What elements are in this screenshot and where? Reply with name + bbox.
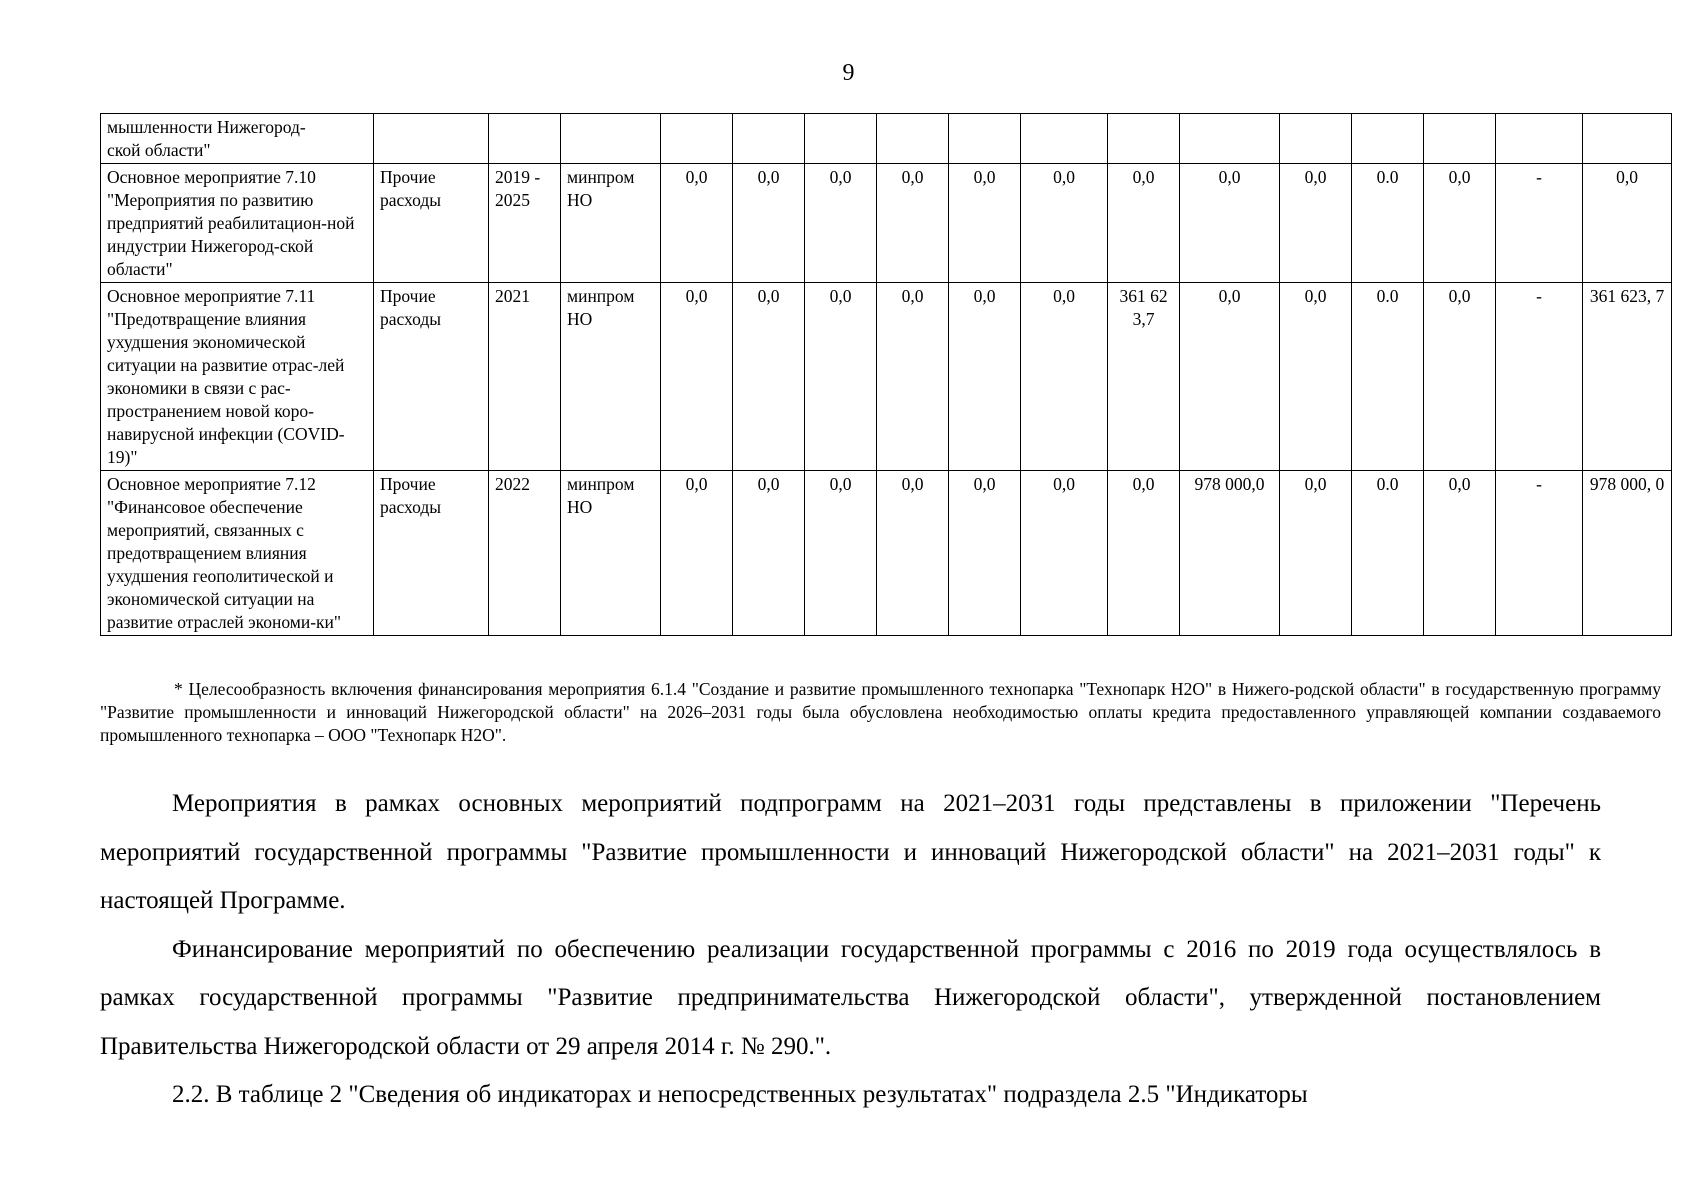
amount-cell xyxy=(1496,114,1583,164)
table-body xyxy=(101,114,1672,636)
activity-attr-cell: 2021 xyxy=(489,283,561,471)
amount-cell: 0,0 xyxy=(1424,471,1496,636)
activity-name-cell: Основное мероприятие 7.11 "Предотвращение влияния ухудшения экономической ситуации на развитие отрас-лей экономики в связи с рас-пространением новой коро-навирусной инфекции (COVID-19)" xyxy=(101,283,374,471)
amount-cell: 0.0 xyxy=(1352,283,1424,471)
amount-cell: 0,0 xyxy=(733,164,805,283)
amount-cell: 0,0 xyxy=(1180,283,1280,471)
amount-cell xyxy=(1108,114,1180,164)
activity-attr-cell: минпром НО xyxy=(561,164,661,283)
amount-cell xyxy=(949,114,1021,164)
amount-cell xyxy=(733,114,805,164)
activity-attr-cell xyxy=(489,114,561,164)
body-text xyxy=(100,780,1601,1120)
amount-cell: 978 000,0 xyxy=(1180,471,1280,636)
activities-table-container xyxy=(100,113,1665,636)
amount-cell: 0,0 xyxy=(1280,471,1352,636)
activity-attr-cell xyxy=(561,114,661,164)
activity-name-cell: Основное мероприятие 7.10 "Мероприятия по развитию предприятий реабилитацион-ной индустрии Нижегород-ской области" xyxy=(101,164,374,283)
amount-cell xyxy=(877,114,949,164)
table-row xyxy=(101,164,1672,283)
amount-cell: 0,0 xyxy=(1108,164,1180,283)
activity-attr-cell: Прочие расходы xyxy=(374,471,489,636)
activity-name-cell: Основное мероприятие 7.12 "Финансовое обеспечение мероприятий, связанных с предотвращением влияния ухудшения геополитической и экономической ситуации на развитие отраслей экономи-ки" xyxy=(101,471,374,636)
amount-cell: 0,0 xyxy=(661,283,733,471)
amount-cell xyxy=(1352,114,1424,164)
amount-cell: 0,0 xyxy=(805,283,877,471)
amount-cell: 0,0 xyxy=(661,471,733,636)
activities-table xyxy=(100,113,1672,636)
amount-cell: - xyxy=(1496,471,1583,636)
activity-attr-cell: минпром НО xyxy=(561,283,661,471)
paragraph: Финансирование мероприятий по обеспечению реализации государственной программы с 2016 по 2019 года осуществлялось в рамках государственной программы "Развитие предпринимательства Нижегородской области", утвержденной постановлением Правительства Нижегородской области от 29 апреля 2014 г. № 290.". xyxy=(100,935,1601,1060)
amount-cell: - xyxy=(1496,164,1583,283)
amount-cell: 0.0 xyxy=(1352,471,1424,636)
activity-attr-cell: Прочие расходы xyxy=(374,164,489,283)
amount-cell: 0,0 xyxy=(949,164,1021,283)
activity-attr-cell: Прочие расходы xyxy=(374,283,489,471)
amount-cell xyxy=(1424,114,1496,164)
table-row xyxy=(101,283,1672,471)
amount-cell: 0,0 xyxy=(1021,283,1108,471)
amount-cell: 0,0 xyxy=(805,164,877,283)
table-row xyxy=(101,471,1672,636)
activity-attr-cell: 2022 xyxy=(489,471,561,636)
amount-cell: 0,0 xyxy=(949,471,1021,636)
amount-cell: 0,0 xyxy=(1280,283,1352,471)
amount-cell xyxy=(1021,114,1108,164)
amount-cell: 0,0 xyxy=(949,283,1021,471)
amount-cell: 361 623, 7 xyxy=(1583,283,1672,471)
amount-cell: 978 000, 0 xyxy=(1583,471,1672,636)
amount-cell xyxy=(1583,114,1672,164)
amount-cell: 0,0 xyxy=(1424,164,1496,283)
footnote xyxy=(100,678,1661,747)
page-number: 9 xyxy=(842,60,855,86)
footnote-text: * Целесообразность включения финансирования мероприятия 6.1.4 "Создание и развитие промышленного технопарка "Технопарк Н2О" в Нижего-родской области" в государственную программу "Развитие промышленности и инноваций Нижегородской области" на 2026–2031 годы была обусловлена необходимостью оплаты кредита предоставленного управляющей компании создаваемого промышленного технопарка – ООО "Технопарк Н2О". xyxy=(100,679,1661,745)
paragraph: 2.2. В таблице 2 "Сведения об индикаторах и непосредственных результатах" подраздела 2.5 "Индикаторы xyxy=(172,1081,1308,1108)
amount-cell xyxy=(661,114,733,164)
amount-cell xyxy=(1180,114,1280,164)
amount-cell xyxy=(1280,114,1352,164)
amount-cell: 361 62 3,7 xyxy=(1108,283,1180,471)
amount-cell: 0,0 xyxy=(805,471,877,636)
amount-cell: 0,0 xyxy=(1021,164,1108,283)
amount-cell: 0,0 xyxy=(877,283,949,471)
paragraph: Мероприятия в рамках основных мероприятий подпрограмм на 2021–2031 годы представлены в приложении "Перечень мероприятий государственной программы "Развитие промышленности и инноваций Нижегородской области" на 2021–2031 годы" к настоящей Программе. xyxy=(100,790,1601,914)
amount-cell: 0,0 xyxy=(1180,164,1280,283)
amount-cell: 0,0 xyxy=(733,471,805,636)
amount-cell: 0,0 xyxy=(1424,283,1496,471)
amount-cell: 0,0 xyxy=(1280,164,1352,283)
amount-cell: 0,0 xyxy=(1583,164,1672,283)
amount-cell: 0,0 xyxy=(733,283,805,471)
amount-cell: - xyxy=(1496,283,1583,471)
amount-cell: 0,0 xyxy=(877,471,949,636)
activity-name-cell: мышленности Нижегород- ской области" xyxy=(101,114,374,164)
amount-cell xyxy=(805,114,877,164)
amount-cell: 0.0 xyxy=(1352,164,1424,283)
table-row xyxy=(101,114,1672,164)
amount-cell: 0,0 xyxy=(1108,471,1180,636)
activity-attr-cell: минпром НО xyxy=(561,471,661,636)
amount-cell: 0,0 xyxy=(877,164,949,283)
activity-attr-cell: 2019 - 2025 xyxy=(489,164,561,283)
amount-cell: 0,0 xyxy=(1021,471,1108,636)
activity-attr-cell xyxy=(374,114,489,164)
amount-cell: 0,0 xyxy=(661,164,733,283)
